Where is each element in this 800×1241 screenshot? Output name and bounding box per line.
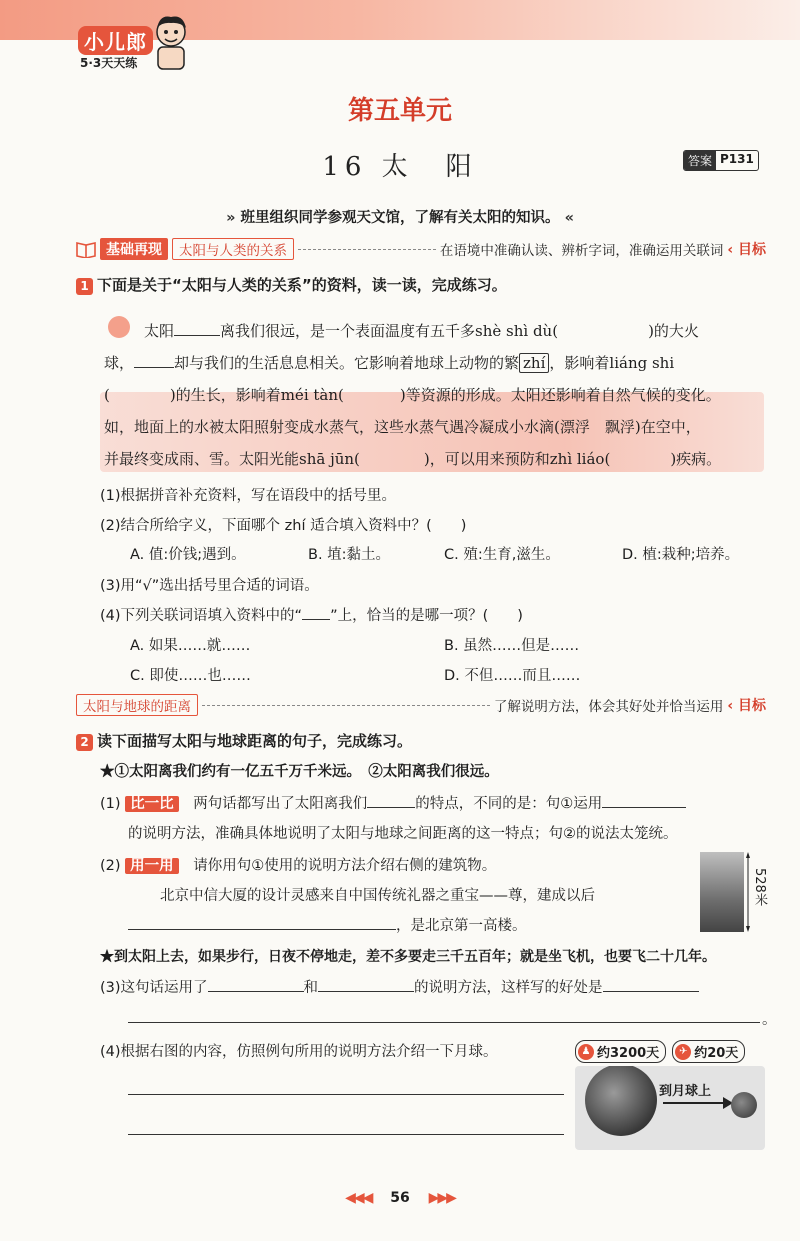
q2-sub2 <box>100 854 496 875</box>
blank-marker <box>302 619 330 620</box>
bullet-dot-icon <box>108 316 130 338</box>
pinyin-box[interactable]: zhí <box>519 353 549 373</box>
to-moon-label: 到月球上 <box>659 1084 712 1099</box>
q2-sub1 <box>100 792 686 813</box>
unit-title: 第五单元 <box>347 96 452 126</box>
brand-logo: 小儿郎 <box>78 26 153 55</box>
q1-sub4-option-a[interactable]: A. 如果……就…… <box>130 638 251 654</box>
double-left-arrow-icon: « <box>564 210 574 226</box>
apply-label: 用一用 <box>125 858 179 874</box>
page-number: 56 <box>390 1190 410 1206</box>
walk-time-pill <box>575 1040 666 1063</box>
answer-blank[interactable] <box>318 991 414 992</box>
q2-sub2-text: 请你用句①使用的说明方法介绍右侧的建筑物。 <box>193 858 497 874</box>
airplane-icon: ✈ <box>675 1044 691 1060</box>
answer-blank[interactable] <box>603 991 699 992</box>
section1-goal-label: 目标 <box>738 242 766 258</box>
passage-line-2 <box>104 352 674 373</box>
section2-header <box>76 694 766 716</box>
q1-sub2-option-b[interactable]: B. 埴:黏土。 <box>308 547 391 563</box>
q2-sub1-num: (1) <box>100 796 126 812</box>
passage-text: )的大火 <box>648 322 699 340</box>
passage-text: ( <box>104 386 110 404</box>
q2-sub3-text: (3)这句话运用了 <box>100 980 208 996</box>
q2-sub3-text: 的说明方法，这样写的好处是 <box>414 980 603 996</box>
answer-line[interactable] <box>128 1022 760 1023</box>
building-image <box>700 852 744 932</box>
q2-sub1-text: 两句话都写出了太阳离我们 <box>193 796 368 812</box>
answer-blank[interactable] <box>602 807 686 808</box>
q2-sub2-line2: 北京中信大厦的设计灵感来自中国传统礼器之重宝——尊，建成以后 <box>160 888 595 904</box>
q1-sub4-option-b[interactable]: B. 虽然……但是…… <box>444 638 580 654</box>
passage-line-3 <box>104 384 721 405</box>
travel-times <box>575 1040 745 1063</box>
q2-sub1-text: 的特点，不同的是：句①运用 <box>415 796 603 812</box>
walking-icon: ♟ <box>578 1044 594 1060</box>
passage-line-1 <box>144 320 699 341</box>
mascot-icon <box>150 14 192 72</box>
section2-goal: ‹ 目标 <box>727 698 766 714</box>
passage-text: )疾病。 <box>670 450 722 468</box>
intro-line <box>0 206 800 227</box>
passage-text: 离我们很远，是一个表面温度有五千多shè shì dù( <box>220 322 559 340</box>
next-arrows-icon: ▶▶▶ <box>428 1190 455 1206</box>
passage-line-5 <box>104 448 721 469</box>
lesson-title: 16 太 阳 <box>322 152 478 182</box>
q2-sub2-text: ，是北京第一高楼。 <box>396 918 527 934</box>
arrow-line <box>663 1102 727 1104</box>
q1-sub4-option-d[interactable]: D. 不但……而且…… <box>444 668 581 684</box>
section2-goal-label: 目标 <box>738 698 766 714</box>
passage-text: 球， <box>104 354 135 372</box>
building-height: 528米 <box>752 868 767 906</box>
fly-time-pill <box>672 1040 745 1063</box>
earth-image <box>585 1066 657 1136</box>
dotted-leader <box>202 705 490 706</box>
section1-tag: 基础再现 <box>100 238 168 260</box>
q2-number: 2 <box>76 734 93 751</box>
intro-text: 班里组织同学参观天文馆，了解有关太阳的知识。 <box>240 210 560 226</box>
q2-star-sentence-1: ★①太阳离我们约有一亿五千万千米远。 ②太阳离我们很远。 <box>100 763 499 780</box>
q2-sub1-cont: 的说明方法，准确具体地说明了太阳与地球之间距离的这一特点；句②的说法太笼统。 <box>128 826 678 842</box>
q1-sub3: (3)用“√”选出括号里合适的词语。 <box>100 578 319 594</box>
passage-text: 如，地面上的水被太阳照射变成水蒸气，这些水蒸气遇冷凝成小水滴(漂浮 飘浮)在空中， <box>104 418 701 436</box>
prev-arrows-icon: ◀◀◀ <box>345 1190 372 1206</box>
q2-sub4: (4)根据右图的内容，仿照例句所用的说明方法介绍一下月球。 <box>100 1044 498 1060</box>
q1-title-text: 下面是关于“太阳与人类的关系”的资料，读一读，完成练习。 <box>97 276 507 294</box>
double-right-arrow-icon: » <box>226 210 236 226</box>
dotted-leader <box>298 249 436 250</box>
answer-page: P131 <box>720 152 754 166</box>
answer-blank[interactable] <box>128 929 396 930</box>
q1-sub4-option-c[interactable]: C. 即使……也…… <box>130 668 251 684</box>
q2-title <box>76 730 412 751</box>
section1-subtag: 太阳与人类的关系 <box>172 238 294 260</box>
passage-text: )等资源的形成。太阳还影响着自然气候的变化。 <box>399 386 721 404</box>
earth-moon-image <box>575 1066 765 1150</box>
answer-blank[interactable] <box>208 991 304 992</box>
answer-label: 答案 <box>684 151 716 170</box>
section2-goal-text: 了解说明方法，体会其好处并恰当运用 <box>493 699 724 715</box>
answer-line[interactable] <box>128 1134 564 1135</box>
passage-text: )的生长，影响着méi tàn( <box>169 386 344 404</box>
section1-header <box>76 238 766 260</box>
q2-sub3 <box>100 976 699 997</box>
answer-line[interactable] <box>128 1094 564 1095</box>
q2-star-sentence-2: ★到太阳上去，如果步行，日夜不停地走，差不多要走三千五百年；就是坐飞机，也要飞二十几年。 <box>100 949 716 965</box>
walk-time: 约3200天 <box>597 1046 660 1061</box>
answer-blank[interactable] <box>134 367 174 368</box>
moon-image <box>731 1092 757 1118</box>
q1-sub2: (2)结合所给字义，下面哪个 zhí 适合填入资料中？( ) <box>100 518 467 534</box>
q1-title <box>76 274 507 295</box>
passage-text: )，可以用来预防和zhì liáo( <box>423 450 611 468</box>
q2-title-text: 读下面描写太阳与地球距离的句子，完成练习。 <box>97 732 413 750</box>
compare-label: 比一比 <box>125 796 179 812</box>
section1-goal: ‹ 目标 <box>727 242 766 258</box>
passage-text: 并最终变成雨、雪。太阳光能shā jūn( <box>104 450 360 468</box>
q1-sub2-option-a[interactable]: A. 值:价钱;遇到。 <box>130 547 246 563</box>
q2-sub2-num: (2) <box>100 858 126 874</box>
passage-block <box>100 312 764 472</box>
passage-text: ，影响着liáng shi <box>549 354 675 372</box>
fly-time: 约20天 <box>694 1046 739 1061</box>
q2-sub3-text: 和 <box>303 980 319 996</box>
passage-text: 太阳 <box>144 322 175 340</box>
series-name: 5·3天天练 <box>80 56 138 70</box>
height-marker <box>746 852 768 932</box>
answer-blank[interactable] <box>174 335 220 336</box>
passage-text: 却与我们的生活息息相关。它影响着地球上动物的繁 <box>174 354 520 372</box>
q1-sub1: (1)根据拼音补充资料，写在语段中的括号里。 <box>100 488 397 504</box>
q1-number: 1 <box>76 278 93 295</box>
q1-sub2-option-d[interactable]: D. 植:栽种;培养。 <box>622 547 740 563</box>
q1-sub4-text: ”上，恰当的是哪一项？( ) <box>330 608 523 624</box>
passage-line-4 <box>104 416 701 437</box>
section1-goal-text: 在语境中准确认读、辨析字词，准确运用关联词 <box>439 243 724 259</box>
page-footer <box>0 1190 800 1206</box>
q1-sub4 <box>100 604 523 625</box>
q2-sub2-line3 <box>128 914 527 935</box>
answer-blank[interactable] <box>367 807 415 808</box>
q2-sub3-end: 。 <box>762 1012 777 1028</box>
section2-subtag: 太阳与地球的距离 <box>76 694 198 716</box>
q1-sub2-option-c[interactable]: C. 殖:生育,滋生。 <box>444 547 560 563</box>
q1-sub4-text: (4)下列关联词语填入资料中的“ <box>100 608 303 624</box>
book-icon <box>76 240 96 258</box>
answer-page-tag <box>683 150 759 171</box>
